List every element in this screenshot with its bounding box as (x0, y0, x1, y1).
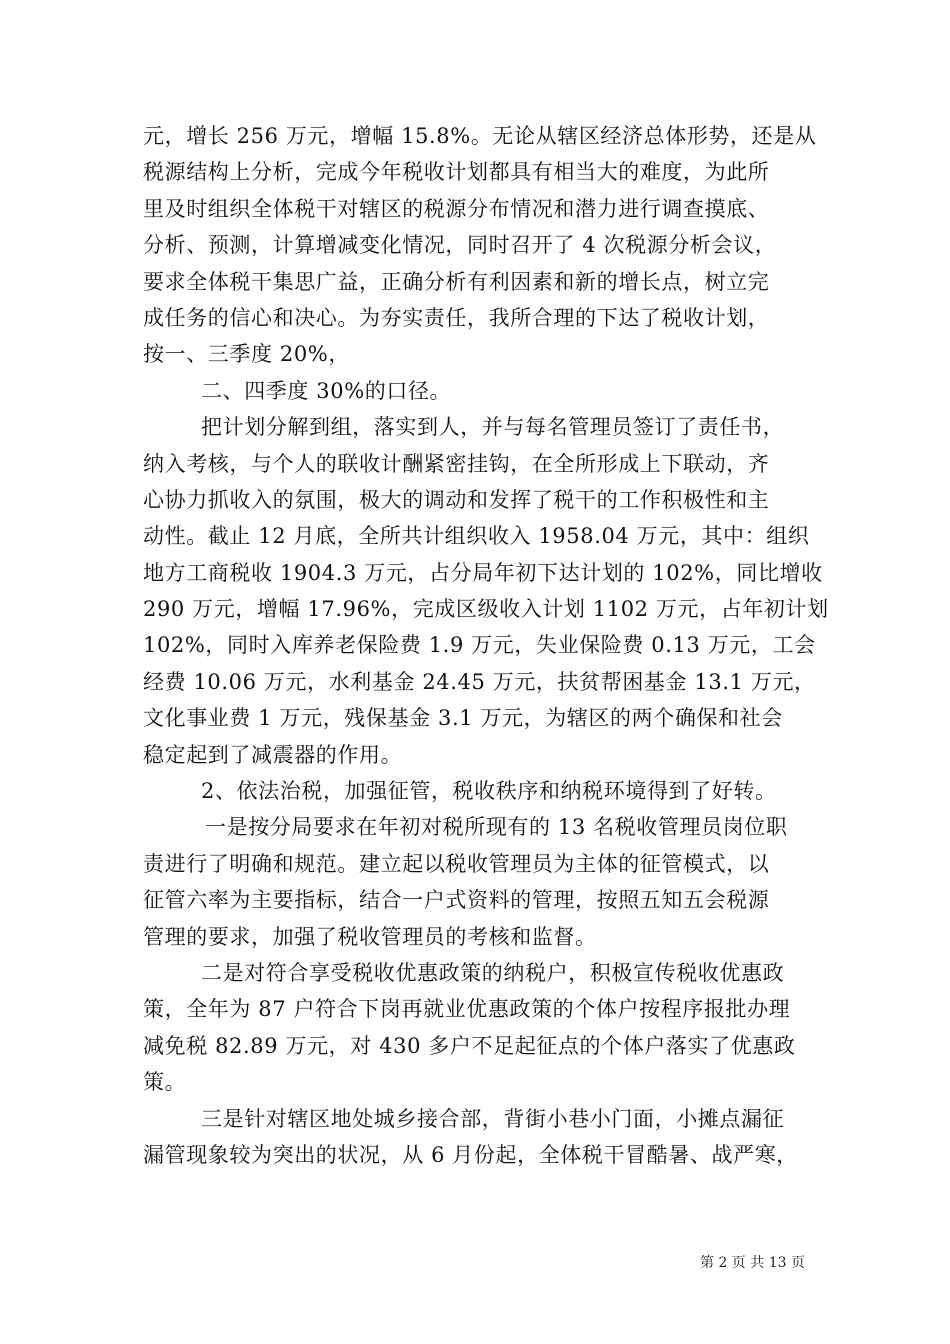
paragraph-start: 三是针对辖区地处城乡接合部，背街小巷小门面，小摊点漏征 (201, 1106, 785, 1131)
text-line: 文化事业费 1 万元，残保基金 3.1 万元，为辖区的两个确保和社会 (143, 706, 783, 731)
paragraph-heading: 二、四季度 30%的口径。 (201, 378, 452, 403)
text-line: 心协力抓收入的氛围，极大的调动和发挥了税干的工作积极性和主 (143, 487, 770, 512)
text-line: 经费 10.06 万元，水利基金 24.45 万元，扶贫帮困基金 13.1 万元， (143, 669, 816, 694)
text-line: 策。 (143, 1070, 187, 1095)
text-line: 102%，同时入库养老保险费 1.9 万元，失业保险费 0.13 万元，工会 (143, 633, 816, 658)
text-line: 策，全年为 87 户符合下岗再就业优惠政策的个体户按程序报批办理 (143, 997, 791, 1022)
text-line: 元，增长 256 万元，增幅 15.8%。无论从辖区经济总体形势，还是从 (143, 124, 817, 148)
text-line: 地方工商税收 1904.3 万元，占分局年初下达计划的 102%，同比增收 (143, 560, 823, 585)
text-line: 漏管现象较为突出的状况，从 6 月份起，全体税干冒酷暑、战严寒， (143, 1142, 798, 1167)
text-line: 征管六率为主要指标，结合一户式资料的管理，按照五知五会税源 (143, 888, 770, 913)
text-line: 稳定起到了减震器的作用。 (143, 742, 403, 767)
document-body (143, 118, 829, 1173)
text-line: 责进行了明确和规范。建立起以税收管理员为主体的征管模式，以 (143, 851, 770, 876)
text-line: 纳入考核，与个人的联收计酬紧密挂钩，在全所形成上下联动，齐 (143, 451, 770, 476)
section-heading: 2、依法治税，加强征管，税收秩序和纳税环境得到了好转。 (201, 779, 777, 804)
paragraph-start: 一是按分局要求在年初对税所现有的 13 名税收管理员岗位职 (205, 815, 788, 840)
text-line: 管理的要求，加强了税收管理员的考核和监督。 (143, 924, 597, 949)
paragraph-start: 把计划分解到组，落实到人，并与每名管理员签订了责任书， (201, 415, 785, 440)
text-line: 成任务的信心和决心。为夯实责任，我所合理的下达了税收计划， (143, 305, 770, 330)
text-line: 290 万元，增幅 17.96%，完成区级收入计划 1102 万元，占年初计划 (143, 597, 829, 622)
text-line: 税源结构上分析，完成今年税收计划都具有相当大的难度，为此所 (143, 160, 770, 185)
text-line: 动性。截止 12 月底，全所共计组织收入 1958.04 万元，其中：组织 (143, 524, 810, 549)
text-line: 分析、预测，计算增减变化情况，同时召开了 4 次税源分析会议， (143, 233, 777, 258)
text-line: 按一、三季度 20%， (143, 342, 350, 367)
text-line: 减免税 82.89 万元，对 430 多户不足起征点的个体户落实了优惠政 (143, 1033, 796, 1058)
paragraph-start: 二是对符合享受税收优惠政策的纳税户，积极宣传税收优惠政 (201, 960, 785, 985)
text-line: 要求全体税干集思广益，正确分析有利因素和新的增长点，树立完 (143, 269, 770, 294)
page-number: 第 2 页 共 13 页 (700, 1255, 805, 1271)
text-line: 里及时组织全体税干对辖区的税源分布情况和潜力进行调查摸底、 (143, 196, 770, 221)
